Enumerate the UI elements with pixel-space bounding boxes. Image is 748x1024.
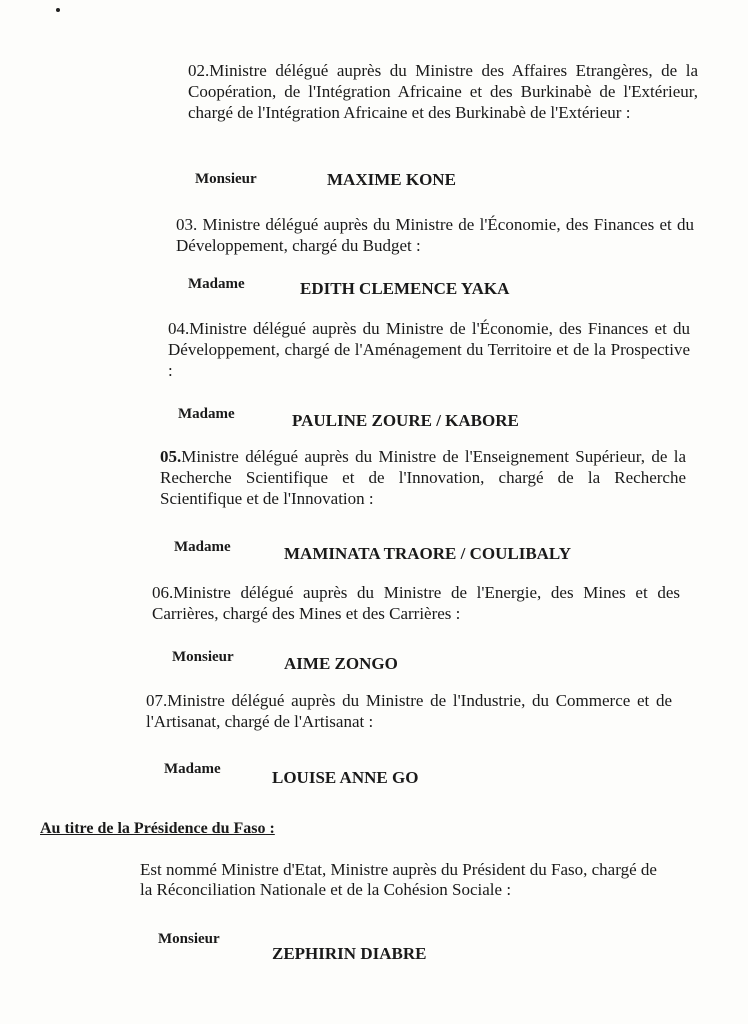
appointment-entry-05 <box>160 446 686 509</box>
entry-number: 02. <box>188 61 210 80</box>
appointment-entry-06 <box>152 582 680 624</box>
presidency-heading-colon: : <box>265 820 275 837</box>
appointee-07 <box>164 760 419 787</box>
appointee-03 <box>188 275 510 298</box>
appointee-title: Madame <box>174 539 231 555</box>
appointment-entry-03 <box>176 214 694 256</box>
entry-text: Ministre délégué auprès du Ministre de l'Enseignement Supérieur, de la Recherche Scientifique et de l'Innovation, chargé de la Recherche Scientifique et de l'Innovation : <box>160 447 686 508</box>
appointee-04 <box>178 405 519 430</box>
appointment-entry-07 <box>146 690 672 732</box>
appointee-presidency <box>158 930 427 963</box>
appointee-title: Madame <box>178 406 235 422</box>
appointment-entry-02 <box>188 60 698 123</box>
appointment-entry-04 <box>168 318 690 381</box>
presidency-heading <box>40 820 275 838</box>
entry-number: 04. <box>168 319 190 338</box>
presidency-heading-text: Au titre de la Présidence du Faso <box>40 820 266 837</box>
entry-text: Ministre délégué auprès du Ministre de l'Industrie, du Commerce et de l'Artisanat, chargé de l'Artisanat : <box>146 691 672 731</box>
appointee-name: MAMINATA TRAORE / COULIBALY <box>284 544 571 563</box>
appointee-name: AIME ZONGO <box>284 654 398 673</box>
appointee-name: EDITH CLEMENCE YAKA <box>300 279 510 298</box>
appointee-title: Monsieur <box>172 649 234 665</box>
entry-number: 07. <box>146 691 168 710</box>
entry-text: Ministre délégué auprès du Ministre des Affaires Etrangères, de la Coopération, de l'Intégration Africaine et des Burkinabè de l'Extérieur, chargé de l'Intégration Africaine et des Burkinabè de l'Extérieur : <box>188 61 698 122</box>
entry-text: Ministre délégué auprès du Ministre de l'Économie, des Finances et du Développement, chargé de l'Aménagement du Territoire et de la Prospective : <box>168 319 690 380</box>
scan-speck <box>56 8 60 12</box>
appointee-title: Monsieur <box>195 171 257 187</box>
entry-number: 05. <box>160 447 182 466</box>
appointee-02 <box>195 170 456 189</box>
entry-text: Ministre délégué auprès du Ministre de l'Energie, des Mines et des Carrières, chargé des Mines et des Carrières : <box>152 583 680 623</box>
appointee-name: LOUISE ANNE GO <box>272 768 419 787</box>
entry-number: 03. <box>176 215 198 234</box>
appointee-title: Monsieur <box>158 931 220 947</box>
appointee-title: Madame <box>164 761 221 777</box>
appointee-title: Madame <box>188 276 245 292</box>
appointee-06 <box>172 648 398 673</box>
appointee-05 <box>174 538 571 563</box>
appointee-name: PAULINE ZOURE / KABORE <box>292 411 519 430</box>
appointee-name: MAXIME KONE <box>327 170 456 189</box>
presidency-text: Est nommé Ministre d'Etat, Ministre auprès du Président du Faso, chargé de la Réconciliation Nationale et de la Cohésion Sociale : <box>140 860 657 899</box>
entry-text: Ministre délégué auprès du Ministre de l'Économie, des Finances et du Développement, chargé du Budget : <box>176 215 695 255</box>
appointee-name: ZEPHIRIN DIABRE <box>272 944 427 963</box>
entry-number: 06. <box>152 583 174 602</box>
